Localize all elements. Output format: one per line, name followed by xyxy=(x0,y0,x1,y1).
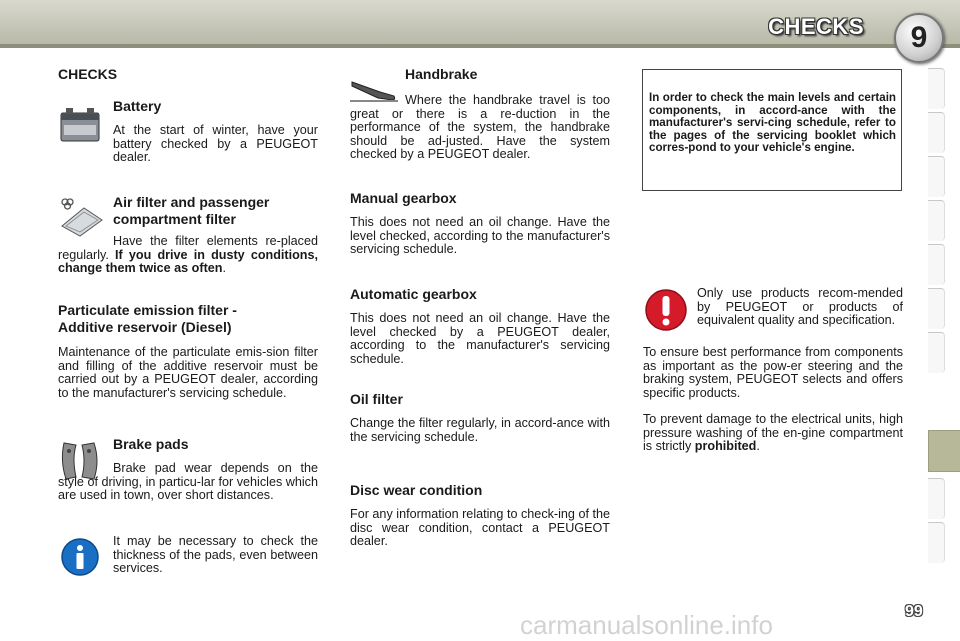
note-box xyxy=(642,69,902,191)
automatic-gearbox-text: This does not need an oil change. Have the level checked by a PEUGEOT dealer, according to the manufacturer's servicing schedule. xyxy=(350,311,610,366)
warning-text-washing-intro: To prevent damage to the electrical units, high pressure washing of the en-gine compartment is strictly xyxy=(643,412,903,453)
brake-pads-text: Brake pad wear depends on the style of driving, in particu-lar for vehicles which are used in town, over short distances. xyxy=(58,461,318,502)
air-filter-title-line1: Air filter and passenger xyxy=(113,194,270,210)
chapter-tab[interactable] xyxy=(928,288,945,329)
chapter-tab[interactable] xyxy=(928,478,945,519)
handbrake-text: Where the handbrake travel is too great or there is a re-duction in the performance of the system, the handbrake should be ad-justed. Have the system checked by a PEUGEOT dealer. xyxy=(350,93,610,161)
section-heading: CHECKS xyxy=(58,66,118,82)
particulate-title-line2: Additive reservoir (Diesel) xyxy=(58,319,232,335)
chapter-tab[interactable] xyxy=(928,156,945,197)
particulate-title-line1: Particulate emission filter - xyxy=(58,302,237,318)
particulate-title xyxy=(58,302,237,336)
chapter-tab[interactable] xyxy=(928,200,945,241)
warning-text-performance: To ensure best performance from components as important as the pow-er steering and the braking system, PEUGEOT selects and offers specific products. xyxy=(643,345,903,400)
chapter-tab[interactable] xyxy=(928,68,945,109)
warning-exclamation-icon xyxy=(644,288,688,332)
chapter-title: CHECKS xyxy=(768,14,864,39)
disc-wear-title: Disc wear condition xyxy=(350,482,483,498)
oil-filter-title: Oil filter xyxy=(350,391,403,407)
disc-wear-text: For any information relating to check-ing of the disc wear condition, contact a PEUGEOT dealer. xyxy=(350,507,610,548)
chapter-tab[interactable] xyxy=(928,112,945,153)
info-icon xyxy=(60,537,100,577)
page-number: 99 xyxy=(905,603,923,620)
chapter-tabs xyxy=(928,68,944,576)
header-divider xyxy=(0,44,960,48)
automatic-gearbox-title: Automatic gearbox xyxy=(350,286,477,302)
air-filter-text-end: . xyxy=(222,261,226,275)
warning-text-washing xyxy=(643,413,903,454)
air-filter-icon xyxy=(58,196,104,238)
air-filter-text xyxy=(58,235,318,276)
air-filter-text-bold: If you drive in dusty conditions, change them twice as often xyxy=(58,247,318,275)
watermark: carmanualsonline.info xyxy=(520,610,773,640)
oil-filter-text: Change the filter regularly, in accord-ance with the servicing schedule. xyxy=(350,416,610,444)
warning-text-washing-end: . xyxy=(756,439,760,453)
warning-text-products: Only use products recom-mended by PEUGEOT or products of equivalent quality and specification. xyxy=(697,286,903,327)
manual-gearbox-text: This does not need an oil change. Have the level checked, according to the manufacturer's servicing schedule. xyxy=(350,215,610,256)
chapter-tab-active[interactable] xyxy=(928,430,960,472)
handbrake-title: Handbrake xyxy=(405,66,478,82)
chapter-tab[interactable] xyxy=(928,332,945,373)
info-text: It may be necessary to check the thickness of the pads, even between services. xyxy=(113,534,318,575)
manual-gearbox-title: Manual gearbox xyxy=(350,190,457,206)
brake-pads-title: Brake pads xyxy=(113,436,189,452)
air-filter-title-line2: compartment filter xyxy=(113,211,236,227)
battery-text: At the start of winter, have your battery checked by a PEUGEOT dealer. xyxy=(113,123,318,164)
chapter-tab[interactable] xyxy=(928,244,945,285)
air-filter-text-intro: Have the filter elements re-placed regularly. xyxy=(58,234,318,262)
air-filter-title xyxy=(113,194,269,228)
particulate-text: Maintenance of the particulate emis-sion filter and filling of the additive reservoir must be carried out by a PEUGEOT dealer, according to the manufacturer's servicing schedule. xyxy=(58,345,318,400)
warning-text-prohibited: prohibited xyxy=(694,439,757,453)
chapter-tab[interactable] xyxy=(928,522,945,563)
note-box-text: In order to check the main levels and certain components, in accord-ance with the manufacturer's servi-cing schedule, refer to the pages of the servicing booklet which corres-pond to your vehicle's engine. xyxy=(649,91,896,155)
battery-title: Battery xyxy=(113,98,162,114)
car-battery-icon xyxy=(58,101,102,145)
chapter-number-badge: 9 xyxy=(894,13,944,63)
